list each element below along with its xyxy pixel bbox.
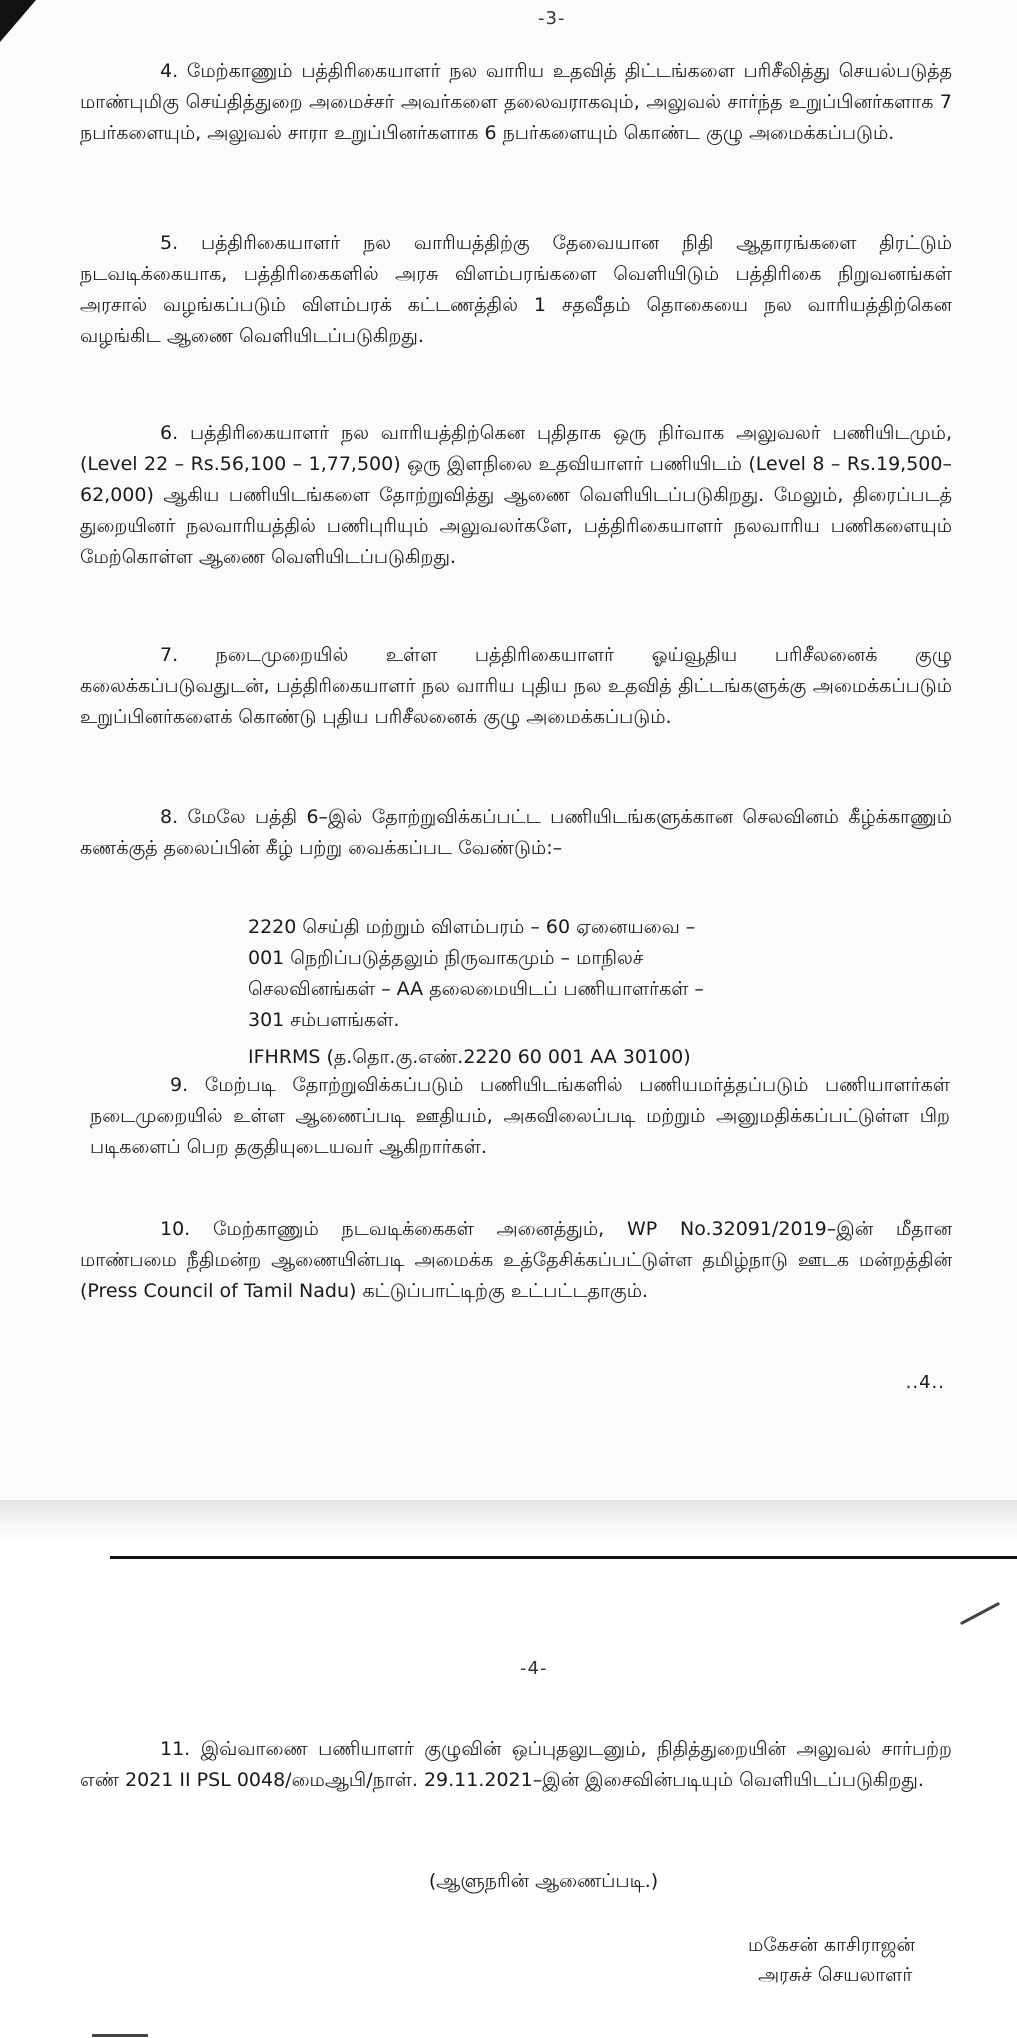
account-head-line: செலவினங்கள் – AA தலைமையிடப் பணியாளர்கள் – [248, 978, 704, 1000]
corner-mark [0, 0, 36, 42]
pen-mark [960, 1602, 1000, 1625]
account-head-line: 2220 செய்தி மற்றும் விளம்பரம் – 60 ஏனையவை – [248, 916, 696, 938]
paragraph-5: 5. பத்திரிகையாளர் நல வாரியத்திற்கு தேவையான நிதி ஆதாரங்களை திரட்டும் நடவடிக்கையாக, பத்திரிகைகளில் அரசு விளம்பரங்களை வெளியிடும் பத்திரிகை நிறுவனங்கள் அரசால் வழங்கப்படும் விளம்பரக் கட்டணத்தில் 1 சதவீதம் தொகையை நல வாரியத்திற்கென வழங்கிட ஆணை வெளியிடப்படுகிறது. [80, 232, 952, 347]
signatory-name: மகேசன் காசிராஜன் [748, 1934, 915, 1956]
paragraph-6: 6. பத்திரிகையாளர் நல வாரியத்திற்கென புதிதாக ஒரு நிர்வாக அலுவலர் பணியிடமும், (Level 22 – Rs.56,100 – 1,77,500) ஒரு இளநிலை உதவியாளர் பணியிடம் (Level 8 – Rs.19,500–62,000) ஆகிய பணியிடங்களை தோற்றுவித்து ஆணை வெளியிடப்படுகிறது. மேலும், திரைப்படத் துறையினர் நலவாரியத்தில் பணிபுரியும் அலுவலர்களே, பத்திரிகையாளர் நலவாரிய பணிகளையும் மேற்கொள்ள ஆணை வெளியிடப்படுகிறது. [80, 422, 952, 568]
paragraph-8: 8. மேலே பத்தி 6–இல் தோற்றுவிக்கப்பட்ட பணியிடங்களுக்கான செலவினம் கீழ்க்காணும் கணக்குத் தலைப்பின் கீழ் பற்று வைக்கப்பட வேண்டும்:– [80, 806, 952, 859]
page-number: -3- [538, 8, 566, 29]
paragraph-10: 10. மேற்காணும் நடவடிக்கைகள் அனைத்தும், WP No.32091/2019–இன் மீதான மாண்பமை நீதிமன்ற ஆணையின்படி அமைக்க உத்தேசிக்கப்பட்டுள்ள தமிழ்நாடு ஊடக மன்றத்தின் (Press Council of Tamil Nadu) கட்டுப்பாட்டிற்கு உட்பட்டதாகும். [80, 1218, 952, 1302]
account-head-line: 301 சம்பளங்கள். [248, 1009, 400, 1031]
governor-order: (ஆளுநரின் ஆணைப்படி.) [428, 1870, 659, 1892]
paragraph-7: 7. நடைமுறையில் உள்ள பத்திரிகையாளர் ஓய்வூதிய பரிசீலனைக் குழு கலைக்கப்படுவதுடன், பத்திரிகையாளர் நல வாரிய புதிய நல உதவித் திட்டங்களுக்கு அமைக்கப்படும் உறுப்பினர்களைக் கொண்டு புதிய பரிசீலனைக் குழு அமைக்கப்படும். [80, 644, 952, 728]
account-head-line: 001 நெறிப்படுத்தலும் நிருவாகமும் – மாநிலச் [248, 947, 644, 969]
page-4 [0, 1544, 1017, 2038]
paragraph-4: 4. மேற்காணும் பத்திரிகையாளர் நல வாரிய உதவித் திட்டங்களை பரிசீலித்து செயல்படுத்த மாண்புமிகு செய்தித்துறை அமைச்சர் அவர்களை தலைவராகவும், அலுவல் சார்ந்த உறுப்பினர்களாக 7 நபர்களையும், அலுவல் சாரா உறுப்பினர்களாக 6 நபர்களையும் கொண்ட குழு அமைக்கப்படும். [80, 60, 952, 144]
signatory-title: அரசுச் செயலாளர் [758, 1964, 913, 1986]
top-rule [110, 1556, 1017, 1559]
paragraph-11: 11. இவ்வாணை பணியாளர் குழுவின் ஒப்புதலுடனும், நிதித்துறையின் அலுவல் சார்பற்ற எண் 2021 II PSL 0048/மைஆபி/நாள். 29.11.2021–இன் இசைவின்படியும் வெளியிடப்படுகிறது. [80, 1738, 952, 1791]
cut-off-text [92, 2030, 152, 2038]
signatory-block [748, 1930, 915, 1990]
continued-marker: ..4.. [905, 1372, 945, 1393]
page-separator [0, 1500, 1017, 1544]
paragraph-9: 9. மேற்படி தோற்றுவிக்கப்படும் பணியிடங்களில் பணியமர்த்தப்படும் பணியாளர்கள் நடைமுறையில் உள்ள ஆணைப்படி ஊதியம், அகவிலைப்படி மற்றும் அனுமதிக்கப்பட்டுள்ள பிற படிகளைப் பெற தகுதியுடையவர் ஆகிறார்கள். [90, 1074, 950, 1158]
ifhrms-code: IFHRMS (த.தொ.கு.எண்.2220 60 001 AA 30100) [248, 1046, 691, 1068]
account-head-block [248, 912, 808, 1073]
page-number: -4- [520, 1658, 548, 1679]
